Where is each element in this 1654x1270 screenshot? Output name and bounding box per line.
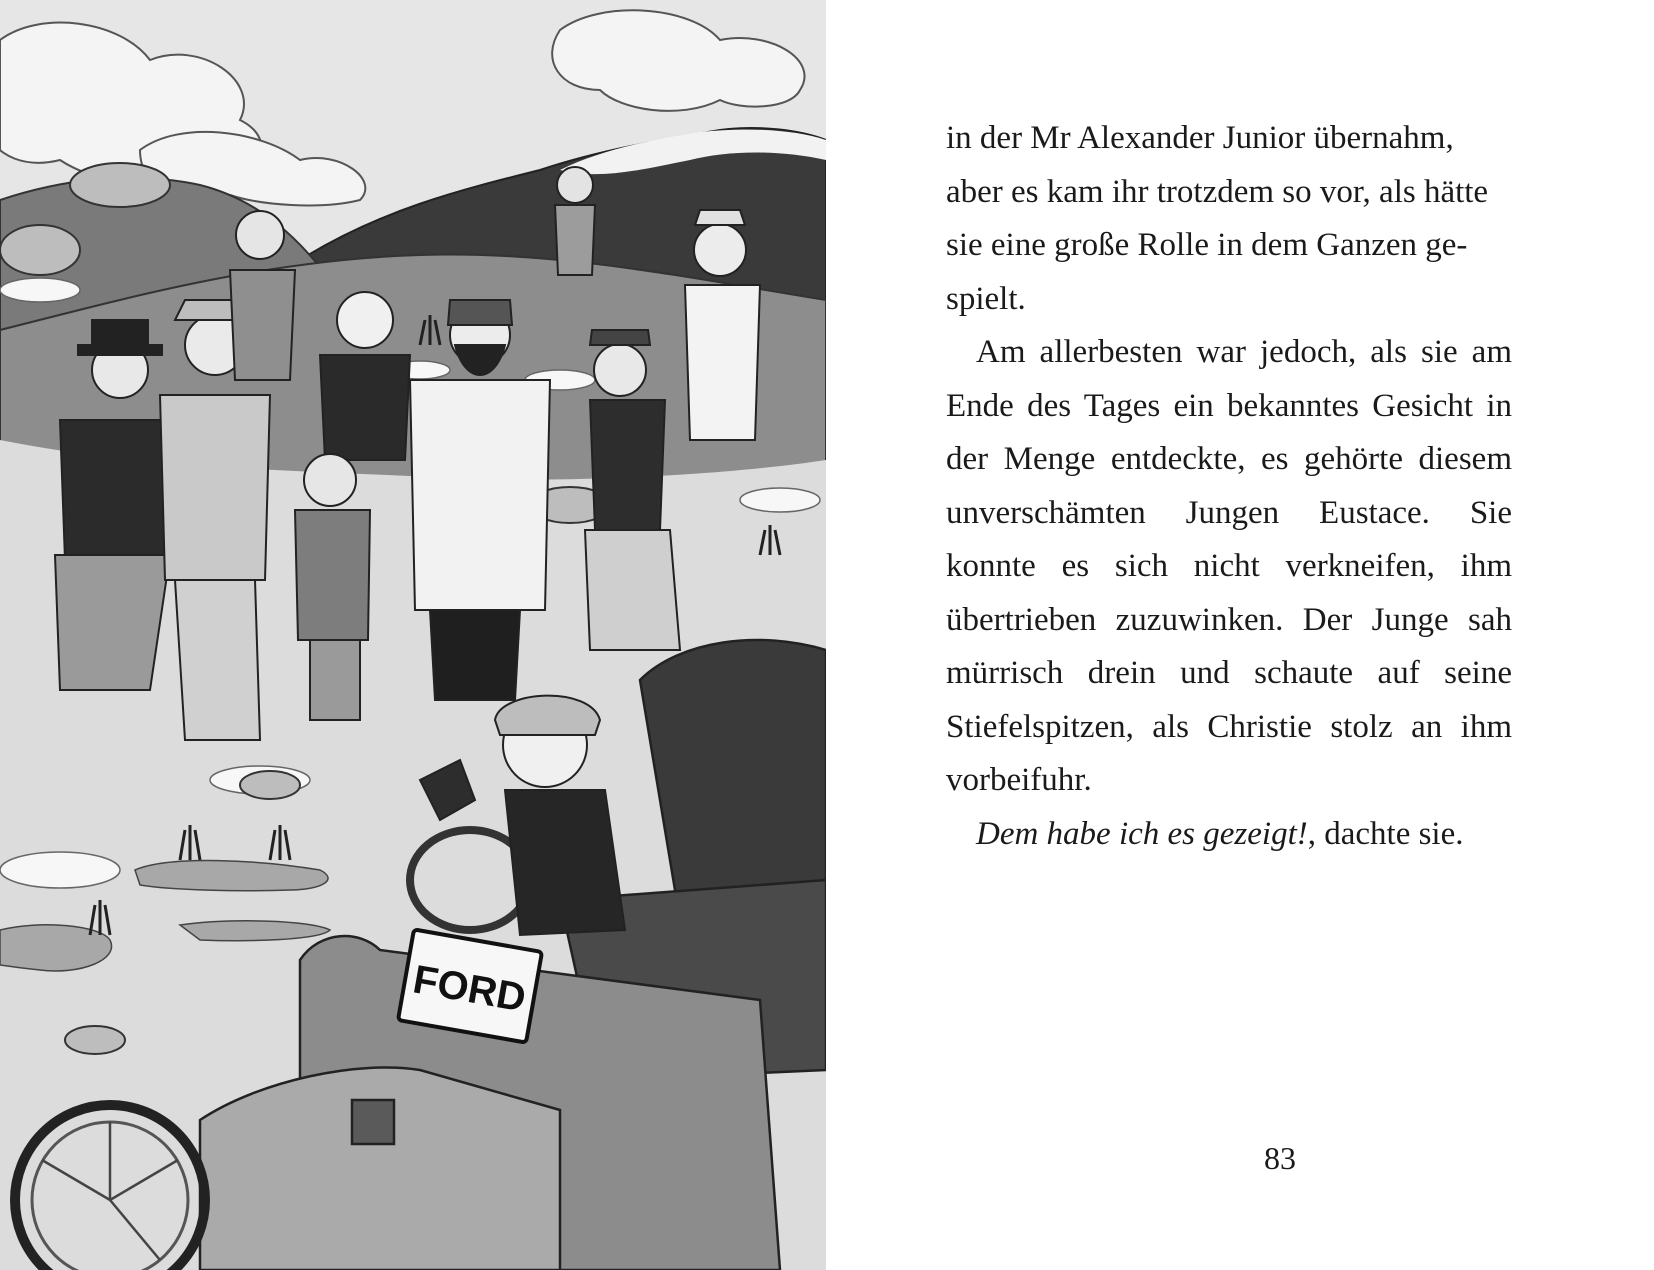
paragraph-1-line-4: spielt. [946,280,1026,317]
paragraph-3-italic: Dem habe ich es gezeigt! [976,815,1308,852]
body-text [946,112,1512,861]
page-number: 83 [1264,1140,1296,1176]
paragraph-2: Am allerbesten war jedoch, als sie am Ende des Tages ein bekanntes Gesicht in der Menge entdeckte, es gehörte diesem unverschämten Jungen Eustace. Sie konnte es sich nicht verkneifen, ihm übertrieben zuzuwinken. Der Junge sah mürrisch drein und schaute auf seine Stiefelspitzen, als Christie stolz an ihm vorbeifuhr. [946,334,1512,798]
license-plate-text: FORD [409,957,530,1021]
paragraph-1-line-1: in der Mr Alexander Junior übernahm, [946,120,1454,156]
paragraph-3 [946,808,1512,862]
text-page [826,0,1654,1270]
license-plate [398,929,542,1042]
paragraph-1-line-2: aber es kam ihr trotzdem so vor, als hätte [946,173,1489,210]
illustration-drawing [0,0,826,1270]
paragraph-3-rest: , dachte sie. [1307,815,1464,852]
paragraph-1 [946,112,1512,326]
paragraph-1-line-3: sie eine große Rolle in dem Ganzen ge- [946,227,1468,263]
illustration [0,0,826,1270]
